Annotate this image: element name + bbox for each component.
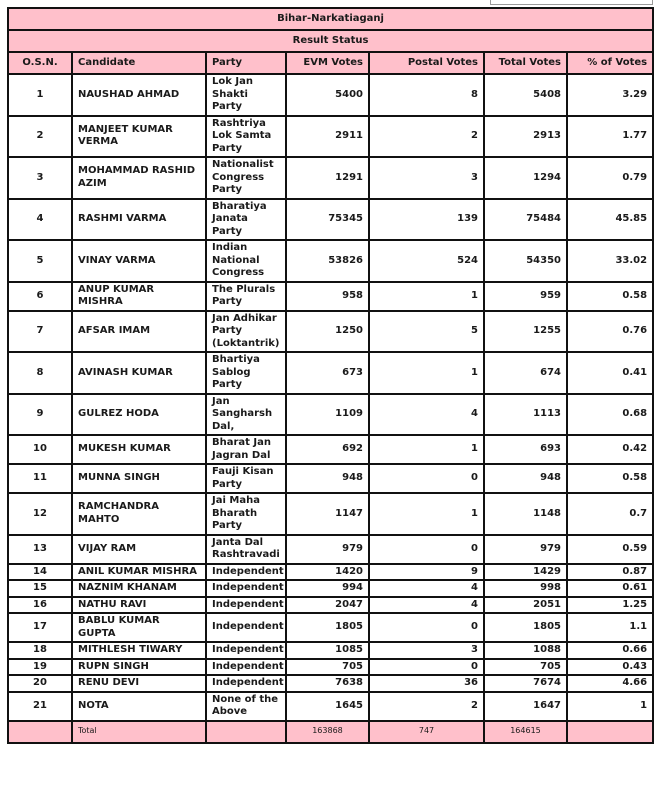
table-row	[8, 240, 653, 282]
evm-votes-cell: 1147	[286, 493, 369, 535]
table-row	[8, 659, 653, 676]
osn-cell: 20	[8, 675, 72, 692]
osn-cell: 8	[8, 352, 72, 394]
candidate-cell: RUPN SINGH	[72, 659, 206, 676]
evm-votes-cell: 5400	[286, 74, 369, 116]
postal-votes-cell: 1	[369, 282, 484, 311]
party-cell: Jan Sangharsh Dal,	[206, 394, 286, 436]
total-votes-cell: 75484	[484, 199, 567, 241]
party-cell: Lok Jan Shakti Party	[206, 74, 286, 116]
osn-cell: 19	[8, 659, 72, 676]
table-row	[8, 675, 653, 692]
osn-cell: 11	[8, 464, 72, 493]
total-votes-cell: 959	[484, 282, 567, 311]
total-label: Total	[72, 721, 206, 743]
evm-votes-cell: 2911	[286, 116, 369, 158]
candidate-cell: GULREZ HODA	[72, 394, 206, 436]
osn-cell: 9	[8, 394, 72, 436]
candidate-cell: NOTA	[72, 692, 206, 721]
total-percent-cell	[567, 721, 653, 743]
postal-votes-cell: 139	[369, 199, 484, 241]
osn-cell: 1	[8, 74, 72, 116]
percent-votes-cell: 0.76	[567, 311, 653, 353]
candidate-cell: MOHAMMAD RASHID AZIM	[72, 157, 206, 199]
column-header-total-votes: Total Votes	[484, 52, 567, 74]
total-votes-cell: 1255	[484, 311, 567, 353]
postal-votes-cell: 1	[369, 352, 484, 394]
candidate-cell: NATHU RAVI	[72, 597, 206, 614]
postal-votes-cell: 0	[369, 613, 484, 642]
evm-votes-cell: 1291	[286, 157, 369, 199]
total-votes-cell: 54350	[484, 240, 567, 282]
osn-cell: 13	[8, 535, 72, 564]
candidate-cell: AFSAR IMAM	[72, 311, 206, 353]
percent-votes-cell: 4.66	[567, 675, 653, 692]
total-votes-cell: 1429	[484, 564, 567, 581]
total-votes-cell: 7674	[484, 675, 567, 692]
total-votes-cell: 1113	[484, 394, 567, 436]
evm-votes-cell: 692	[286, 435, 369, 464]
party-cell: Indian National Congress	[206, 240, 286, 282]
postal-votes-cell: 5	[369, 311, 484, 353]
evm-votes-cell: 958	[286, 282, 369, 311]
column-header-row	[8, 52, 653, 74]
postal-votes-cell: 3	[369, 642, 484, 659]
percent-votes-cell: 0.7	[567, 493, 653, 535]
total-votes-cell: 998	[484, 580, 567, 597]
party-cell: Bhartiya Sablog Party	[206, 352, 286, 394]
party-cell: Independent	[206, 659, 286, 676]
total-votes-cell: 1088	[484, 642, 567, 659]
candidate-cell: BABLU KUMAR GUPTA	[72, 613, 206, 642]
total-osn-cell	[8, 721, 72, 743]
evm-votes-cell: 673	[286, 352, 369, 394]
postal-votes-cell: 0	[369, 659, 484, 676]
total-votes-cell: 693	[484, 435, 567, 464]
party-cell: Jai Maha Bharath Party	[206, 493, 286, 535]
table-row	[8, 564, 653, 581]
postal-votes-cell: 4	[369, 597, 484, 614]
osn-cell: 3	[8, 157, 72, 199]
party-cell: Janta Dal Rashtravadi	[206, 535, 286, 564]
postal-votes-cell: 36	[369, 675, 484, 692]
results-table	[7, 7, 654, 744]
party-cell: Fauji Kisan Party	[206, 464, 286, 493]
osn-cell: 16	[8, 597, 72, 614]
party-cell: Independent	[206, 580, 286, 597]
total-votes-cell: 2051	[484, 597, 567, 614]
postal-votes-cell: 0	[369, 535, 484, 564]
top-input-edge	[490, 0, 653, 5]
total-votes-cell: 5408	[484, 74, 567, 116]
candidate-cell: MUNNA SINGH	[72, 464, 206, 493]
postal-votes-cell: 1	[369, 435, 484, 464]
percent-votes-cell: 45.85	[567, 199, 653, 241]
percent-votes-cell: 0.42	[567, 435, 653, 464]
osn-cell: 2	[8, 116, 72, 158]
candidate-cell: MITHLESH TIWARY	[72, 642, 206, 659]
postal-votes-cell: 0	[369, 464, 484, 493]
osn-cell: 18	[8, 642, 72, 659]
party-cell: Independent	[206, 613, 286, 642]
evm-votes-cell: 2047	[286, 597, 369, 614]
party-cell: Jan Adhikar Party (Loktantrik)	[206, 311, 286, 353]
table-row	[8, 597, 653, 614]
candidate-cell: VINAY VARMA	[72, 240, 206, 282]
candidate-cell: MUKESH KUMAR	[72, 435, 206, 464]
evm-votes-cell: 705	[286, 659, 369, 676]
table-row	[8, 352, 653, 394]
percent-votes-cell: 3.29	[567, 74, 653, 116]
candidate-cell: RAMCHANDRA MAHTO	[72, 493, 206, 535]
party-cell: None of the Above	[206, 692, 286, 721]
candidate-cell: ANIL KUMAR MISHRA	[72, 564, 206, 581]
percent-votes-cell: 1	[567, 692, 653, 721]
osn-cell: 14	[8, 564, 72, 581]
party-cell: Independent	[206, 564, 286, 581]
total-votes-cell: 948	[484, 464, 567, 493]
party-cell: Rashtriya Lok Samta Party	[206, 116, 286, 158]
evm-votes-cell: 53826	[286, 240, 369, 282]
table-row	[8, 74, 653, 116]
osn-cell: 10	[8, 435, 72, 464]
candidate-cell: NAZNIM KHANAM	[72, 580, 206, 597]
total-votes-cell: 674	[484, 352, 567, 394]
total-votes-cell: 1647	[484, 692, 567, 721]
postal-votes-cell: 1	[369, 493, 484, 535]
osn-cell: 4	[8, 199, 72, 241]
candidate-cell: NAUSHAD AHMAD	[72, 74, 206, 116]
postal-votes-cell: 8	[369, 74, 484, 116]
percent-votes-cell: 0.79	[567, 157, 653, 199]
table-row	[8, 464, 653, 493]
total-votes-cell: 2913	[484, 116, 567, 158]
total-postal-votes: 747	[369, 721, 484, 743]
candidate-cell: AVINASH KUMAR	[72, 352, 206, 394]
status-row	[8, 30, 653, 52]
evm-votes-cell: 948	[286, 464, 369, 493]
table-row	[8, 493, 653, 535]
evm-votes-cell: 7638	[286, 675, 369, 692]
postal-votes-cell: 524	[369, 240, 484, 282]
table-row	[8, 157, 653, 199]
table-row	[8, 199, 653, 241]
osn-cell: 7	[8, 311, 72, 353]
table-row	[8, 535, 653, 564]
total-votes-cell: 1294	[484, 157, 567, 199]
column-header-osn: O.S.N.	[8, 52, 72, 74]
percent-votes-cell: 0.87	[567, 564, 653, 581]
party-cell: Nationalist Congress Party	[206, 157, 286, 199]
total-votes-cell: 1148	[484, 493, 567, 535]
percent-votes-cell: 0.58	[567, 464, 653, 493]
column-header-candidate: Candidate	[72, 52, 206, 74]
osn-cell: 5	[8, 240, 72, 282]
total-party-cell	[206, 721, 286, 743]
total-total-votes: 164615	[484, 721, 567, 743]
evm-votes-cell: 1109	[286, 394, 369, 436]
table-row	[8, 116, 653, 158]
postal-votes-cell: 4	[369, 394, 484, 436]
total-votes-cell: 979	[484, 535, 567, 564]
osn-cell: 15	[8, 580, 72, 597]
table-row	[8, 613, 653, 642]
osn-cell: 6	[8, 282, 72, 311]
percent-votes-cell: 1.1	[567, 613, 653, 642]
evm-votes-cell: 1420	[286, 564, 369, 581]
osn-cell: 12	[8, 493, 72, 535]
postal-votes-cell: 3	[369, 157, 484, 199]
percent-votes-cell: 0.43	[567, 659, 653, 676]
evm-votes-cell: 994	[286, 580, 369, 597]
postal-votes-cell: 2	[369, 692, 484, 721]
postal-votes-cell: 4	[369, 580, 484, 597]
candidate-cell: MANJEET KUMAR VERMA	[72, 116, 206, 158]
party-cell: Independent	[206, 597, 286, 614]
table-row	[8, 692, 653, 721]
table-row	[8, 311, 653, 353]
percent-votes-cell: 0.66	[567, 642, 653, 659]
percent-votes-cell: 0.41	[567, 352, 653, 394]
evm-votes-cell: 979	[286, 535, 369, 564]
result-status-heading: Result Status	[8, 30, 653, 52]
column-header-party: Party	[206, 52, 286, 74]
candidate-cell: ANUP KUMAR MISHRA	[72, 282, 206, 311]
osn-cell: 17	[8, 613, 72, 642]
party-cell: Bharatiya Janata Party	[206, 199, 286, 241]
candidate-cell: VIJAY RAM	[72, 535, 206, 564]
postal-votes-cell: 2	[369, 116, 484, 158]
percent-votes-cell: 0.59	[567, 535, 653, 564]
column-header-postal-votes: Postal Votes	[369, 52, 484, 74]
evm-votes-cell: 1805	[286, 613, 369, 642]
table-row	[8, 642, 653, 659]
party-cell: Independent	[206, 642, 286, 659]
percent-votes-cell: 0.68	[567, 394, 653, 436]
column-header-percent-votes: % of Votes	[567, 52, 653, 74]
total-evm-votes: 163868	[286, 721, 369, 743]
candidate-cell: RASHMI VARMA	[72, 199, 206, 241]
party-cell: Independent	[206, 675, 286, 692]
postal-votes-cell: 9	[369, 564, 484, 581]
percent-votes-cell: 0.61	[567, 580, 653, 597]
total-row	[8, 721, 653, 743]
candidate-cell: RENU DEVI	[72, 675, 206, 692]
table-row	[8, 394, 653, 436]
party-cell: The Plurals Party	[206, 282, 286, 311]
percent-votes-cell: 33.02	[567, 240, 653, 282]
party-cell: Bharat Jan Jagran Dal	[206, 435, 286, 464]
evm-votes-cell: 1250	[286, 311, 369, 353]
percent-votes-cell: 0.58	[567, 282, 653, 311]
total-votes-cell: 1805	[484, 613, 567, 642]
total-votes-cell: 705	[484, 659, 567, 676]
percent-votes-cell: 1.77	[567, 116, 653, 158]
table-row	[8, 435, 653, 464]
percent-votes-cell: 1.25	[567, 597, 653, 614]
evm-votes-cell: 1085	[286, 642, 369, 659]
table-row	[8, 580, 653, 597]
constituency-title: Bihar-Narkatiaganj	[8, 8, 653, 30]
evm-votes-cell: 1645	[286, 692, 369, 721]
column-header-evm-votes: EVM Votes	[286, 52, 369, 74]
evm-votes-cell: 75345	[286, 199, 369, 241]
title-row	[8, 8, 653, 30]
osn-cell: 21	[8, 692, 72, 721]
table-row	[8, 282, 653, 311]
